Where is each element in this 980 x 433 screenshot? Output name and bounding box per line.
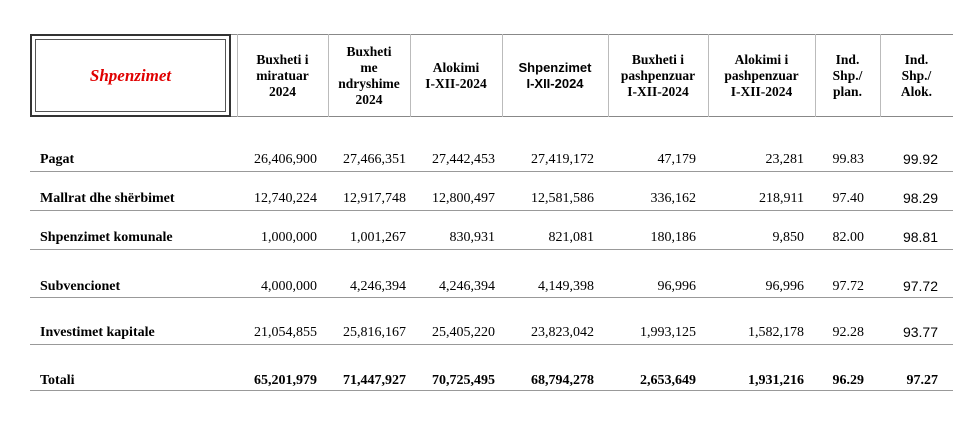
table-cell: 1,582,178 bbox=[748, 325, 804, 340]
table-cell: 99.83 bbox=[832, 152, 864, 167]
header-budget-revised: Buxheti me ndryshime 2024 bbox=[338, 43, 400, 107]
table-cell: 97.72 bbox=[832, 279, 864, 294]
header-expenditure: Shpenzimet I-XII-2024 bbox=[518, 59, 592, 91]
table-cell: 23,823,042 bbox=[531, 325, 594, 340]
table-title: Shpenzimet bbox=[89, 65, 172, 85]
table-cell: 96.29 bbox=[832, 373, 864, 388]
table-cell: 70,725,495 bbox=[432, 373, 495, 388]
row-divider bbox=[30, 390, 953, 391]
table-cell: 26,406,900 bbox=[254, 152, 317, 167]
header-index-plan: Ind. Shp./ plan. bbox=[832, 51, 863, 99]
header-allocation-unspent: Alokimi i pashpenzuar I-XII-2024 bbox=[724, 51, 799, 99]
table-cell: 336,162 bbox=[650, 191, 696, 206]
table-cell: 93.77 bbox=[902, 324, 938, 340]
table-cell: 65,201,979 bbox=[254, 373, 317, 388]
table-cell: 96,996 bbox=[765, 279, 804, 294]
table-cell: 4,246,394 bbox=[439, 279, 495, 294]
row-label-pagat: Pagat bbox=[40, 152, 75, 167]
table-cell: 12,800,497 bbox=[432, 191, 495, 206]
table-cell: 21,054,855 bbox=[254, 325, 317, 340]
table-cell: 2,653,649 bbox=[640, 373, 696, 388]
table-cell: 97.27 bbox=[906, 373, 938, 388]
table-cell: 68,794,278 bbox=[531, 373, 594, 388]
row-label-goods-services: Mallrat dhe shërbimet bbox=[40, 191, 175, 206]
row-divider bbox=[30, 249, 953, 250]
table-cell: 27,466,351 bbox=[343, 152, 406, 167]
table-cell: 821,081 bbox=[548, 230, 594, 245]
row-divider bbox=[30, 297, 953, 298]
table-cell: 1,993,125 bbox=[640, 325, 696, 340]
table-cell: 23,281 bbox=[765, 152, 804, 167]
table-cell: 9,850 bbox=[772, 230, 804, 245]
table-cell: 12,581,586 bbox=[531, 191, 594, 206]
header-allocation: Alokimi I-XII-2024 bbox=[425, 59, 487, 91]
table-cell: 4,000,000 bbox=[261, 279, 317, 294]
table-cell: 92.28 bbox=[832, 325, 864, 340]
table-cell: 97.40 bbox=[832, 191, 864, 206]
table-cell: 27,419,172 bbox=[531, 152, 594, 167]
row-divider bbox=[30, 344, 953, 345]
header-budget-approved: Buxheti i miratuar 2024 bbox=[256, 51, 309, 99]
table-cell: 98.29 bbox=[902, 190, 938, 206]
table-cell: 97.72 bbox=[902, 278, 938, 294]
table-cell: 71,447,927 bbox=[343, 373, 406, 388]
table-cell: 27,442,453 bbox=[432, 152, 495, 167]
table-cell: 96,996 bbox=[657, 279, 696, 294]
table-cell: 99.92 bbox=[902, 151, 938, 167]
table-cell: 180,186 bbox=[650, 230, 696, 245]
table-cell: 1,000,000 bbox=[261, 230, 317, 245]
header-budget-unspent: Buxheti i pashpenzuar I-XII-2024 bbox=[620, 51, 696, 99]
title-box-inner bbox=[35, 39, 226, 112]
table-cell: 1,931,216 bbox=[748, 373, 804, 388]
row-label-total: Totali bbox=[40, 373, 75, 388]
row-label-capital-investment: Investimet kapitale bbox=[40, 325, 155, 340]
table-cell: 4,149,398 bbox=[538, 279, 594, 294]
table-cell: 98.81 bbox=[902, 229, 938, 245]
table-cell: 12,740,224 bbox=[254, 191, 317, 206]
table-cell: 25,816,167 bbox=[343, 325, 406, 340]
row-label-subsidies: Subvencionet bbox=[40, 279, 121, 294]
row-divider bbox=[30, 210, 953, 211]
table-cell: 1,001,267 bbox=[350, 230, 406, 245]
table-cell: 218,911 bbox=[759, 191, 804, 206]
title-box bbox=[30, 34, 231, 117]
table-cell: 47,179 bbox=[657, 152, 696, 167]
row-divider bbox=[30, 171, 953, 172]
header-index-alloc: Ind. Shp./ Alok. bbox=[900, 51, 933, 99]
table-cell: 4,246,394 bbox=[350, 279, 406, 294]
table-cell: 12,917,748 bbox=[343, 191, 406, 206]
table-cell: 82.00 bbox=[832, 230, 864, 245]
table-cell: 25,405,220 bbox=[432, 325, 495, 340]
row-label-utilities: Shpenzimet komunale bbox=[40, 230, 173, 245]
table-cell: 830,931 bbox=[449, 230, 495, 245]
